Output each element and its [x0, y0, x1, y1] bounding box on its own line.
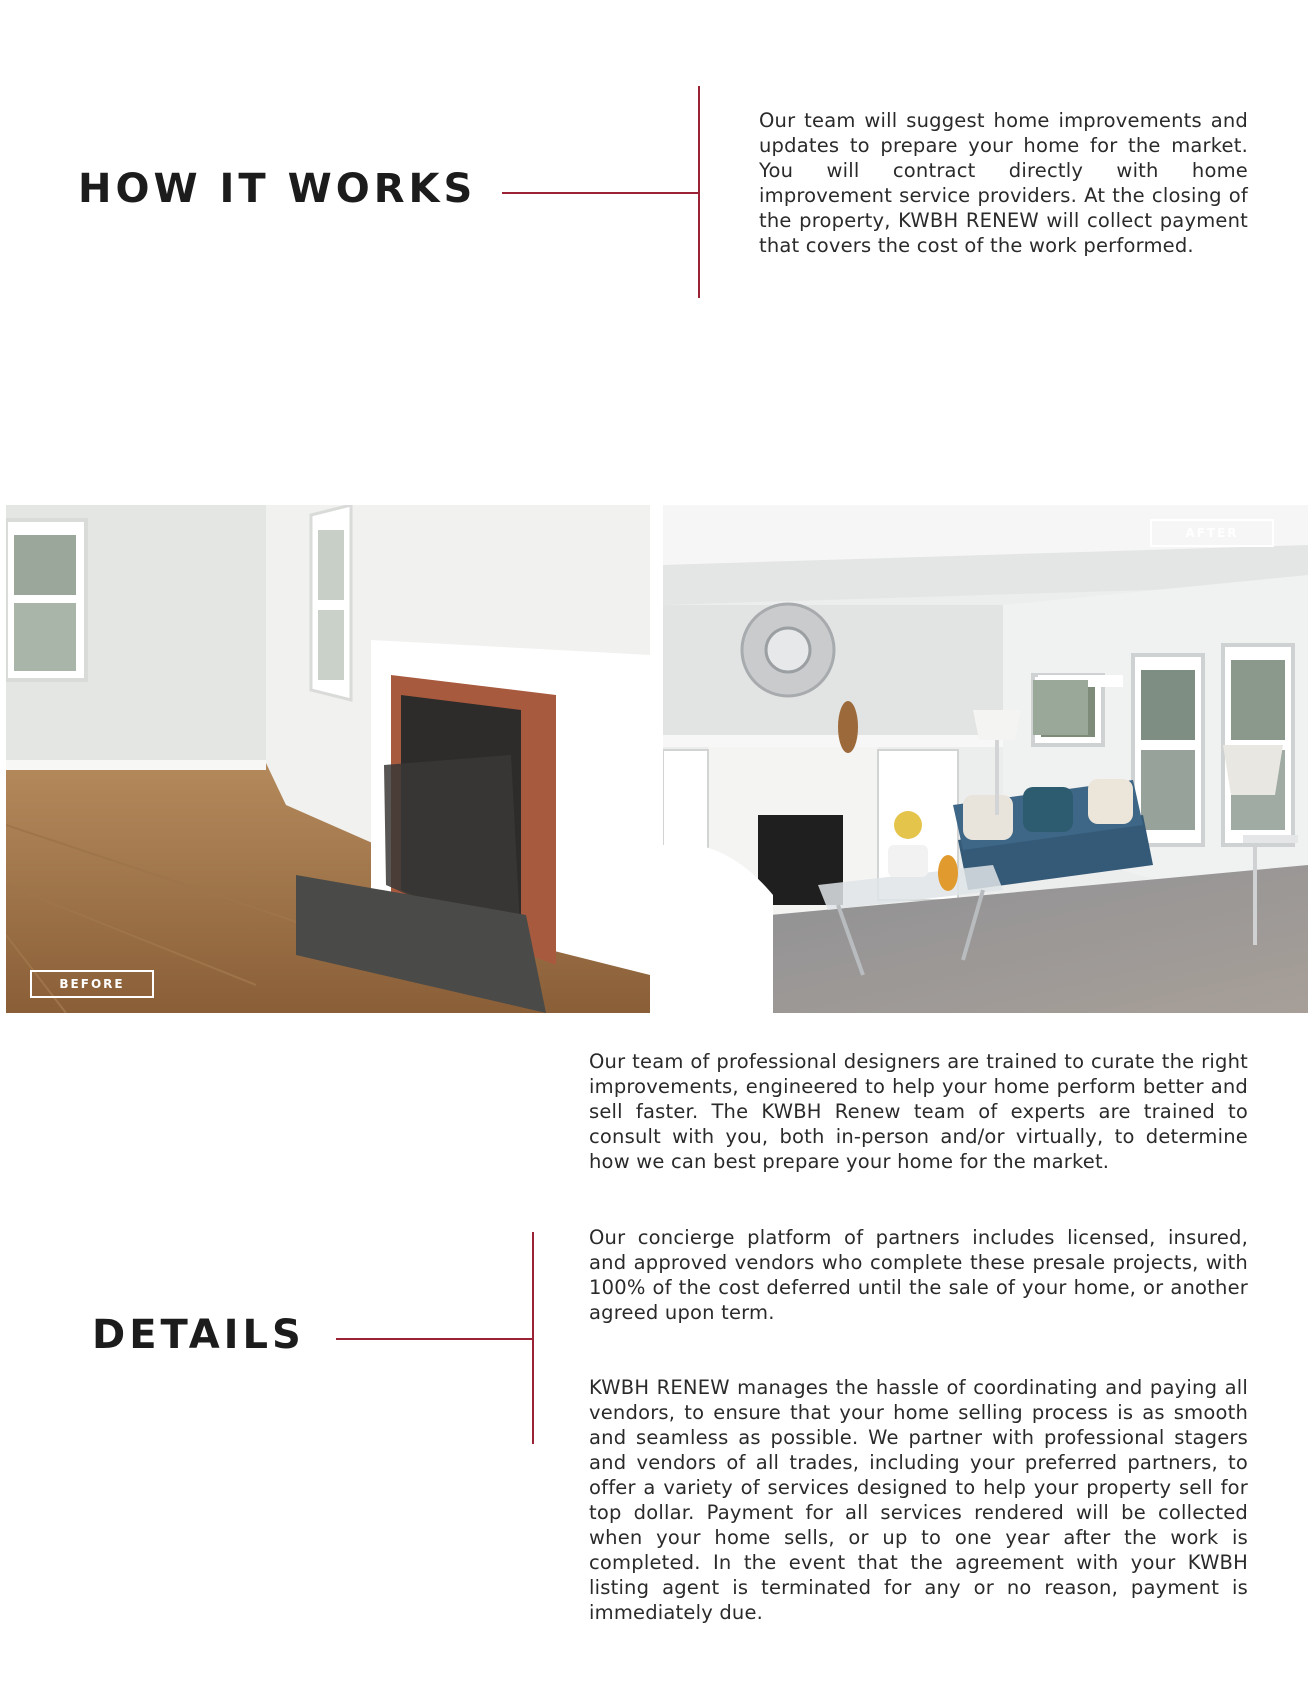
how-it-works-text: Our team will suggest home improvements and updates to prepare your home for the market. You will contract directly with home improvement service providers. At the closing of the property, KWBH RENEW will collect payment that covers the cost of the work performed. — [759, 109, 1248, 257]
details-paragraph-1: Our concierge platform of partners includes licensed, insured, and approved vendors who complete these presale projects, with 100% of the cost deferred until the sale of your home, or another agreed upon term. — [589, 1226, 1248, 1324]
before-photo — [6, 505, 650, 1013]
details-connector-vertical — [532, 1232, 534, 1444]
after-photo — [663, 505, 1308, 1013]
details-heading: DETAILS — [92, 1312, 305, 1358]
before-label: BEFORE — [30, 970, 154, 998]
details-paragraph-2: KWBH RENEW manages the hassle of coordinating and paying all vendors, to ensure that your home selling process is as smooth and seamless as possible. We partner with professional stagers and vendors of all trades, including your preferred partners, to offer a variety of services designed to help your property sell for top dollar. Payment for all services rendered will be collected when your home sells, or up to one year after the work is completed. In the event that the agreement with your KWBH listing agent is terminated for any or no reason, payment is immediately due. — [589, 1376, 1248, 1624]
designers-text: Our team of professional designers are trained to curate the right improvements, engineered to help your home perform better and sell faster. The KWBH Renew team of experts are trained to consult with you, both in-person and/or virtually, to determine how we can best prepare your home for the market. — [589, 1050, 1248, 1173]
how-it-works-connector-vertical — [698, 86, 700, 298]
after-label: AFTER — [1150, 519, 1274, 547]
how-it-works-heading: HOW IT WORKS — [78, 166, 477, 212]
details-connector-horizontal — [336, 1338, 534, 1340]
how-it-works-connector-horizontal — [502, 192, 700, 194]
